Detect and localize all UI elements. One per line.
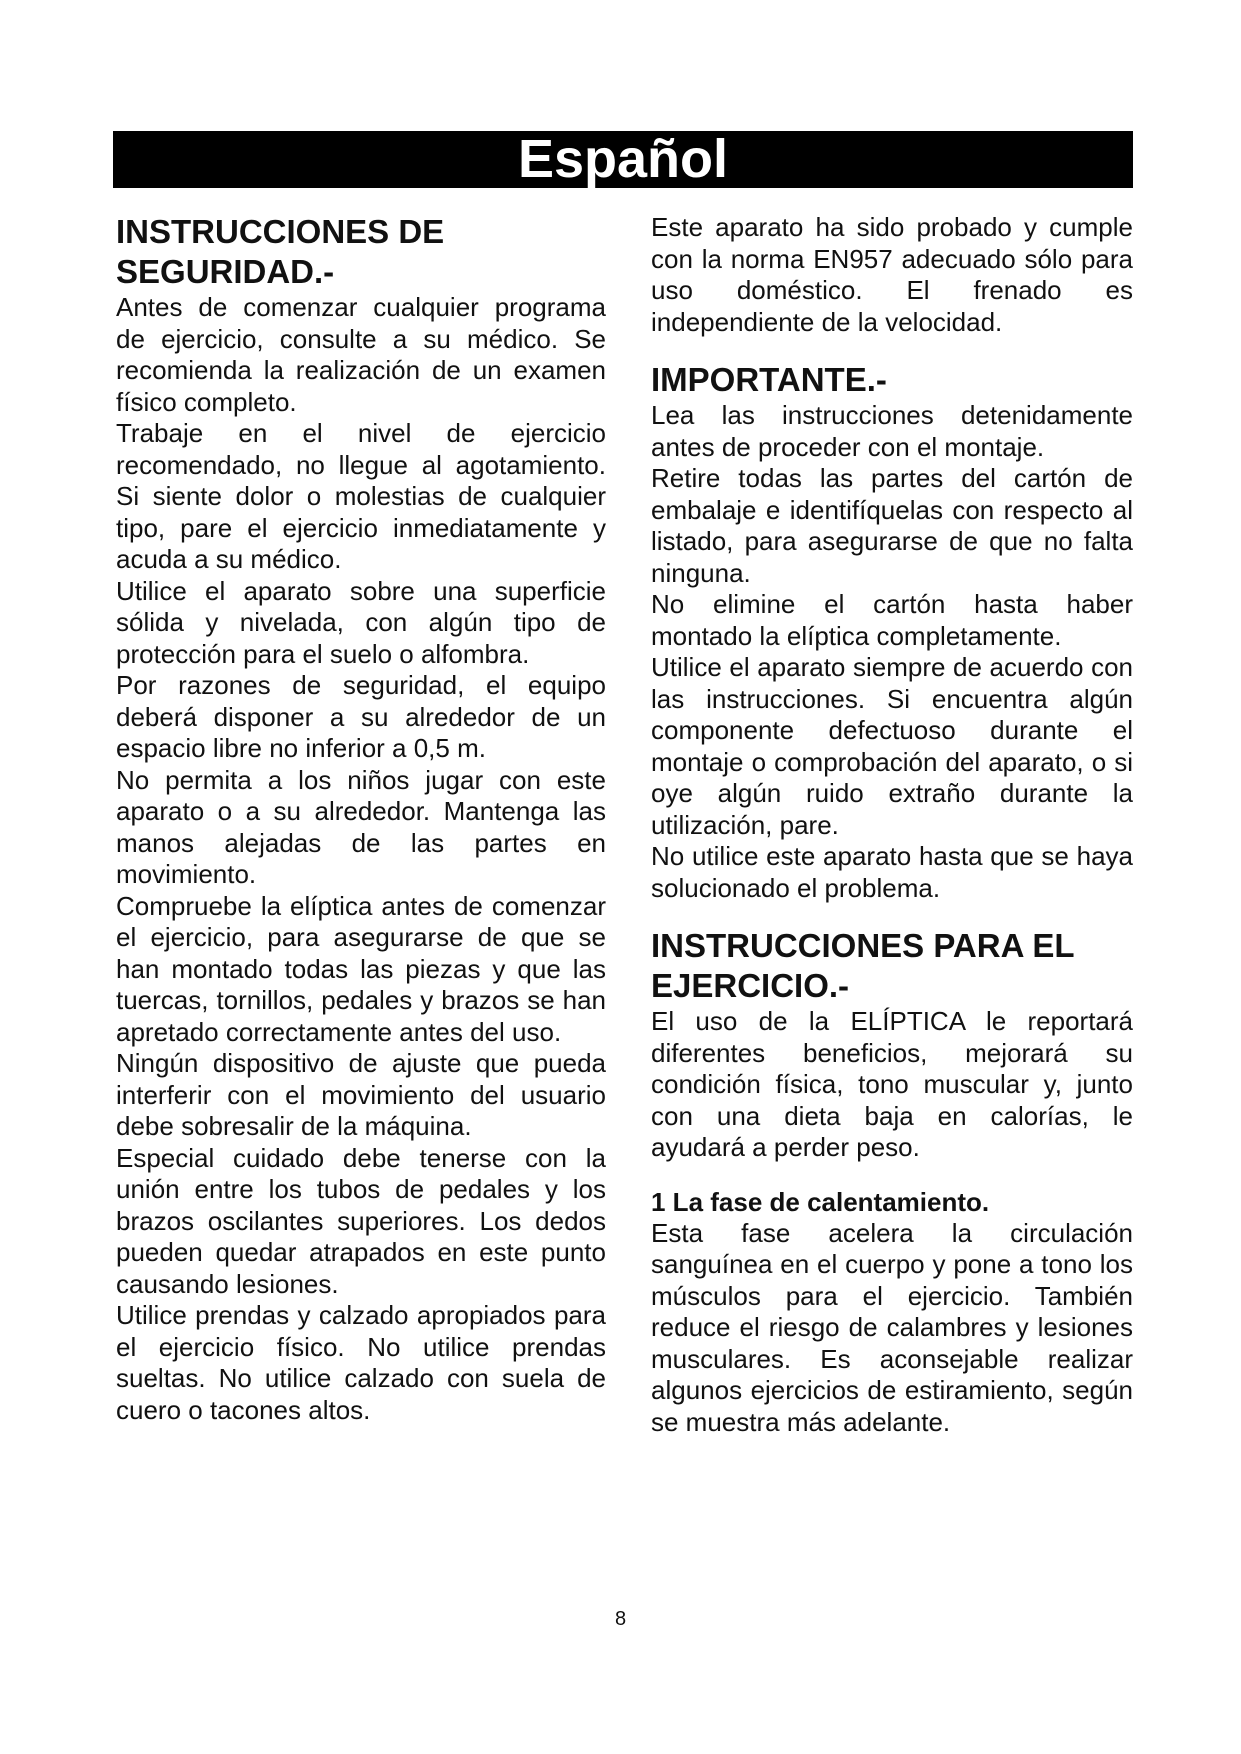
- right-column: [651, 212, 1133, 1438]
- safety-paragraph: Especial cuidado debe tenerse con la unión entre los tubos de pedales y los brazos oscilantes superiores. Los dedos pueden quedar atrapados en este punto causando lesiones.: [116, 1142, 606, 1299]
- important-paragraph: No utilice este aparato hasta que se haya solucionado el problema.: [651, 841, 1133, 903]
- important-paragraph: Lea las instrucciones detenidamente antes de proceder con el montaje.: [651, 400, 1133, 462]
- language-title: Español: [517, 131, 729, 188]
- safety-paragraph: Compruebe la elíptica antes de comenzar el ejercicio, para asegurarse de que se han montado todas las piezas y que las tuercas, tornillos, pedales y brazos se han apretado correctamente antes del uso.: [116, 890, 606, 1047]
- certification-paragraph: Este aparato ha sido probado y cumple con la norma EN957 adecuado sólo para uso doméstico. El frenado es independiente de la velocidad.: [651, 212, 1133, 337]
- warmup-paragraph: Esta fase acelera la circulación sanguínea en el cuerpo y pone a tono los músculos para el ejercicio. También reduce el riesgo de calambres y lesiones musculares. Es aconsejable realizar algunos ejercicios de estiramiento, según se muestra más adelante.: [651, 1217, 1133, 1437]
- language-banner: [113, 131, 1133, 188]
- safety-paragraph: No permita a los niños jugar con este aparato o a su alrededor. Mantenga las manos alejadas de las partes en movimiento.: [116, 764, 606, 889]
- spacer: [651, 1164, 1133, 1186]
- warmup-heading: 1 La fase de calentamiento.: [651, 1186, 990, 1217]
- page-number: 8: [614, 1608, 627, 1630]
- spacer: [651, 904, 1133, 926]
- safety-paragraph: Utilice el aparato sobre una superficie sólida y nivelada, con algún tipo de protección para el suelo o alfombra.: [116, 575, 606, 669]
- safety-paragraph: Utilice prendas y calzado apropiados para el ejercicio físico. No utilice prendas sueltas. No utilice calzado con suela de cuero o tacones altos.: [116, 1300, 606, 1425]
- safety-heading: INSTRUCCIONES DE SEGURIDAD.-: [116, 213, 445, 290]
- important-paragraph: Utilice el aparato siempre de acuerdo con las instrucciones. Si encuentra algún componente defectuoso durante el montaje o comprobación del aparato, o si oye algún ruido extraño durante la utilización, pare.: [651, 652, 1133, 840]
- important-paragraph: Retire todas las partes del cartón de embalaje e identifíquelas con respecto al listado, para asegurarse de que no falta ninguna.: [651, 463, 1133, 588]
- safety-paragraph: Ningún dispositivo de ajuste que pueda interferir con el movimiento del usuario debe sobresalir de la máquina.: [116, 1048, 606, 1141]
- exercise-paragraph: El uso de la ELÍPTICA le reportará diferentes beneficios, mejorará su condición física, tono muscular y, junto con una dieta baja en calorías, le ayudará a perder peso.: [651, 1006, 1133, 1162]
- exercise-heading: INSTRUCCIONES PARA EL EJERCICIO.-: [651, 927, 1074, 1004]
- safety-paragraph: Por razones de seguridad, el equipo deberá disponer a su alrededor de un espacio libre no inferior a 0,5 m.: [116, 670, 606, 763]
- important-paragraph: No elimine el cartón hasta haber montado la elíptica completamente.: [651, 589, 1133, 651]
- important-heading: IMPORTANTE.-: [651, 361, 887, 398]
- spacer: [651, 338, 1133, 360]
- left-column: [116, 212, 606, 1426]
- safety-paragraph: Antes de comenzar cualquier programa de ejercicio, consulte a su médico. Se recomienda la realización de un examen físico completo.: [116, 292, 606, 417]
- safety-paragraph: Trabaje en el nivel de ejercicio recomendado, no llegue al agotamiento. Si siente dolor o molestias de cualquier tipo, pare el ejercicio inmediatamente y acuda a su médico.: [116, 418, 606, 574]
